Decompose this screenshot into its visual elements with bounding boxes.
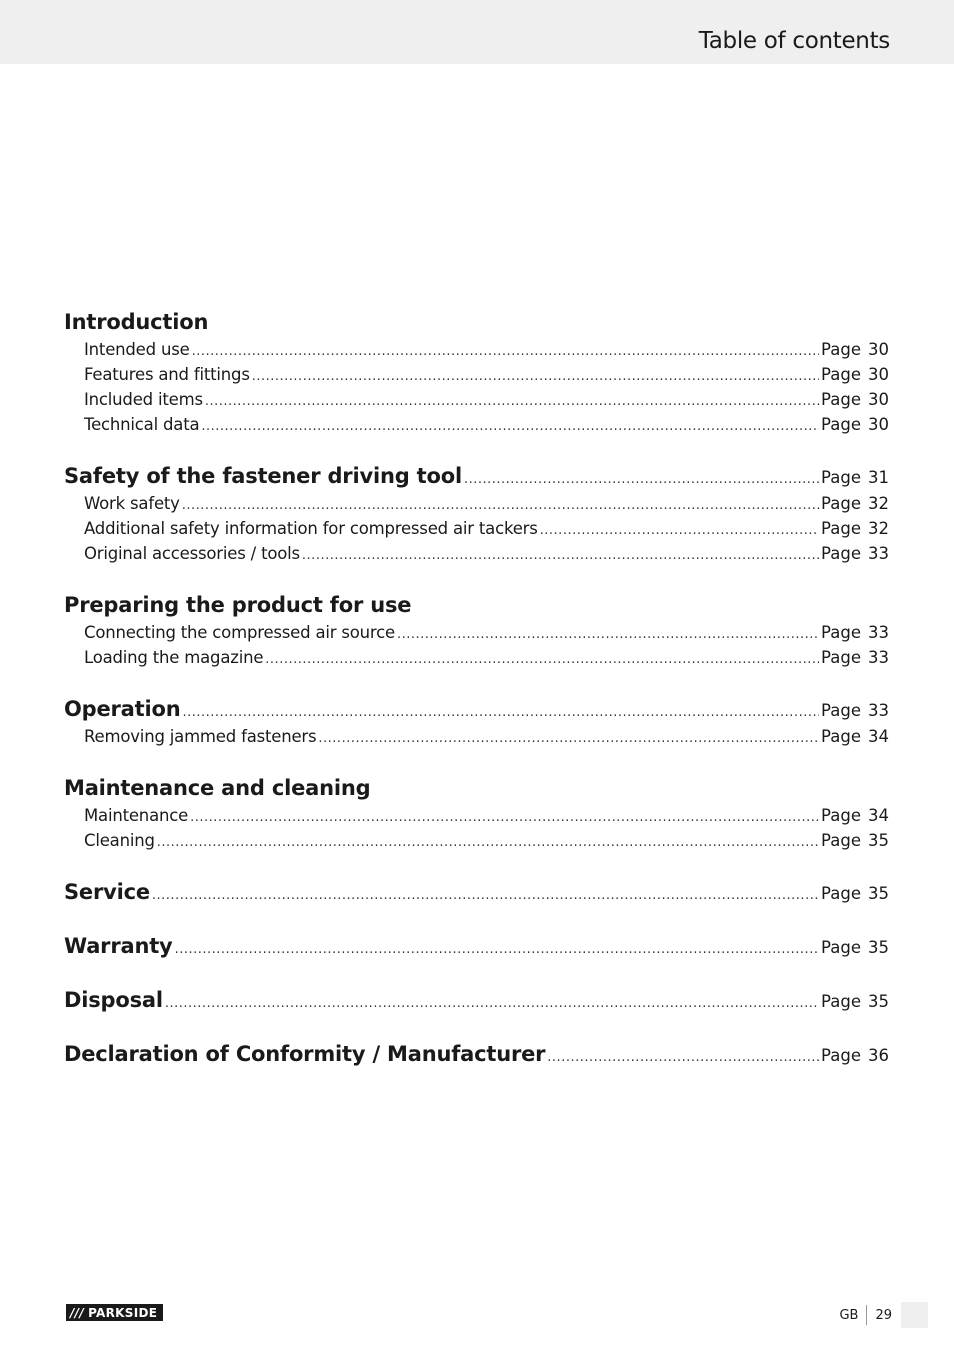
parkside-logo (66, 1304, 163, 1321)
section-title: Preparing the product for use (64, 593, 412, 617)
page-reference (821, 884, 889, 903)
page-reference (821, 806, 889, 825)
toc-section (64, 310, 889, 440)
toc-section (64, 934, 889, 964)
page-number: 29 (875, 1307, 892, 1323)
section-title: Safety of the fastener driving tool (64, 464, 462, 488)
section-title: Disposal (64, 988, 163, 1012)
section-title: Declaration of Conformity / Manufacturer (64, 1042, 546, 1066)
item-label: Intended use (84, 340, 190, 359)
page-reference (821, 390, 889, 409)
page-word: Page (821, 831, 861, 850)
page-word: Page (821, 727, 861, 746)
toc-entry[interactable] (64, 519, 889, 544)
toc-section-heading[interactable] (64, 464, 889, 494)
page-reference (821, 727, 889, 746)
dot-leader (152, 888, 819, 903)
toc-entry[interactable] (64, 340, 889, 365)
dot-leader (464, 472, 819, 487)
toc-entry[interactable] (64, 415, 889, 440)
toc-entry[interactable] (64, 831, 889, 856)
table-of-contents (64, 310, 889, 1096)
page-num: 30 (868, 365, 889, 384)
dot-leader (175, 942, 819, 957)
toc-section (64, 697, 889, 752)
page-num: 30 (868, 390, 889, 409)
toc-section (64, 1042, 889, 1072)
item-label: Maintenance (84, 806, 189, 825)
item-label: Additional safety information for compressed air tackers (84, 519, 538, 538)
toc-entry[interactable] (64, 494, 889, 519)
page-word: Page (821, 494, 861, 513)
item-label: Work safety (84, 494, 180, 513)
page-reference (821, 468, 889, 487)
toc-section-heading[interactable] (64, 776, 889, 806)
page-reference (821, 992, 889, 1011)
page-reference (821, 938, 889, 957)
dot-leader (302, 548, 819, 563)
page-reference (821, 494, 889, 513)
page-word: Page (821, 340, 861, 359)
page-word: Page (821, 992, 861, 1011)
page-num: 35 (868, 938, 889, 957)
page-num: 31 (868, 468, 889, 487)
section-title: Service (64, 880, 150, 904)
item-label: Technical data (84, 415, 200, 434)
dot-leader (547, 1050, 819, 1065)
toc-section-heading[interactable] (64, 880, 889, 910)
toc-entry[interactable] (64, 727, 889, 752)
page-num: 34 (868, 727, 889, 746)
toc-section-heading[interactable] (64, 593, 889, 623)
page-word: Page (821, 648, 861, 667)
page-num: 34 (868, 806, 889, 825)
page-word: Page (821, 544, 861, 563)
toc-section (64, 988, 889, 1018)
section-title: Maintenance and cleaning (64, 776, 371, 800)
logo-text: PARKSIDE (88, 1305, 158, 1320)
page-reference (821, 623, 889, 642)
header-band (0, 0, 954, 64)
page-num: 32 (868, 519, 889, 538)
item-label: Original accessories / tools (84, 544, 300, 563)
page-reference (821, 831, 889, 850)
section-title: Warranty (64, 934, 173, 958)
footer-page-info (839, 1305, 892, 1325)
page-reference (821, 1046, 889, 1065)
toc-section (64, 593, 889, 673)
page-title: Table of contents (698, 28, 890, 54)
page-num: 33 (868, 648, 889, 667)
page-word: Page (821, 468, 861, 487)
item-label: Connecting the compressed air source (84, 623, 395, 642)
page-reference (821, 415, 889, 434)
page-word: Page (821, 623, 861, 642)
toc-entry[interactable] (64, 623, 889, 648)
page-num: 33 (868, 623, 889, 642)
page-num: 35 (868, 992, 889, 1011)
logo-slashes: /// (70, 1305, 85, 1320)
dot-leader (190, 810, 819, 825)
dot-leader (201, 419, 819, 434)
page-word: Page (821, 415, 861, 434)
page-num: 36 (868, 1046, 889, 1065)
toc-entry[interactable] (64, 648, 889, 673)
toc-entry[interactable] (64, 390, 889, 415)
page-reference (821, 648, 889, 667)
page-num: 35 (868, 831, 889, 850)
page-num: 32 (868, 494, 889, 513)
toc-entry[interactable] (64, 544, 889, 569)
page-word: Page (821, 365, 861, 384)
page-reference (821, 701, 889, 720)
section-title: Operation (64, 697, 181, 721)
toc-section-heading[interactable] (64, 1042, 889, 1072)
dot-leader (205, 394, 819, 409)
toc-entry[interactable] (64, 365, 889, 390)
page-word: Page (821, 806, 861, 825)
page-reference (821, 544, 889, 563)
page-num: 35 (868, 884, 889, 903)
item-label: Features and fittings (84, 365, 250, 384)
page-word: Page (821, 938, 861, 957)
dot-leader (318, 731, 819, 746)
toc-section-heading[interactable] (64, 934, 889, 964)
toc-section (64, 464, 889, 569)
toc-section (64, 880, 889, 910)
page-reference (821, 519, 889, 538)
item-label: Loading the magazine (84, 648, 264, 667)
section-title: Introduction (64, 310, 209, 334)
page-num: 33 (868, 544, 889, 563)
toc-section-heading[interactable] (64, 988, 889, 1018)
toc-section-heading[interactable] (64, 697, 889, 727)
language-code: GB (839, 1307, 859, 1323)
page-word: Page (821, 519, 861, 538)
toc-section-heading[interactable] (64, 310, 889, 340)
item-label: Cleaning (84, 831, 155, 850)
dot-leader (540, 523, 819, 538)
dot-leader (192, 344, 819, 359)
page-word: Page (821, 701, 861, 720)
page-num: 33 (868, 701, 889, 720)
toc-section (64, 776, 889, 856)
footer-tab (901, 1302, 928, 1328)
page-word: Page (821, 390, 861, 409)
dot-leader (157, 835, 819, 850)
dot-leader (252, 369, 819, 384)
page-reference (821, 365, 889, 384)
dot-leader (265, 652, 819, 667)
page-word: Page (821, 1046, 861, 1065)
item-label: Included items (84, 390, 203, 409)
page-num: 30 (868, 340, 889, 359)
dot-leader (397, 627, 819, 642)
footer-separator (866, 1305, 867, 1325)
dot-leader (165, 996, 819, 1011)
page-word: Page (821, 884, 861, 903)
page-num: 30 (868, 415, 889, 434)
item-label: Removing jammed fasteners (84, 727, 317, 746)
page-reference (821, 340, 889, 359)
toc-entry[interactable] (64, 806, 889, 831)
dot-leader (182, 705, 819, 720)
dot-leader (182, 498, 819, 513)
